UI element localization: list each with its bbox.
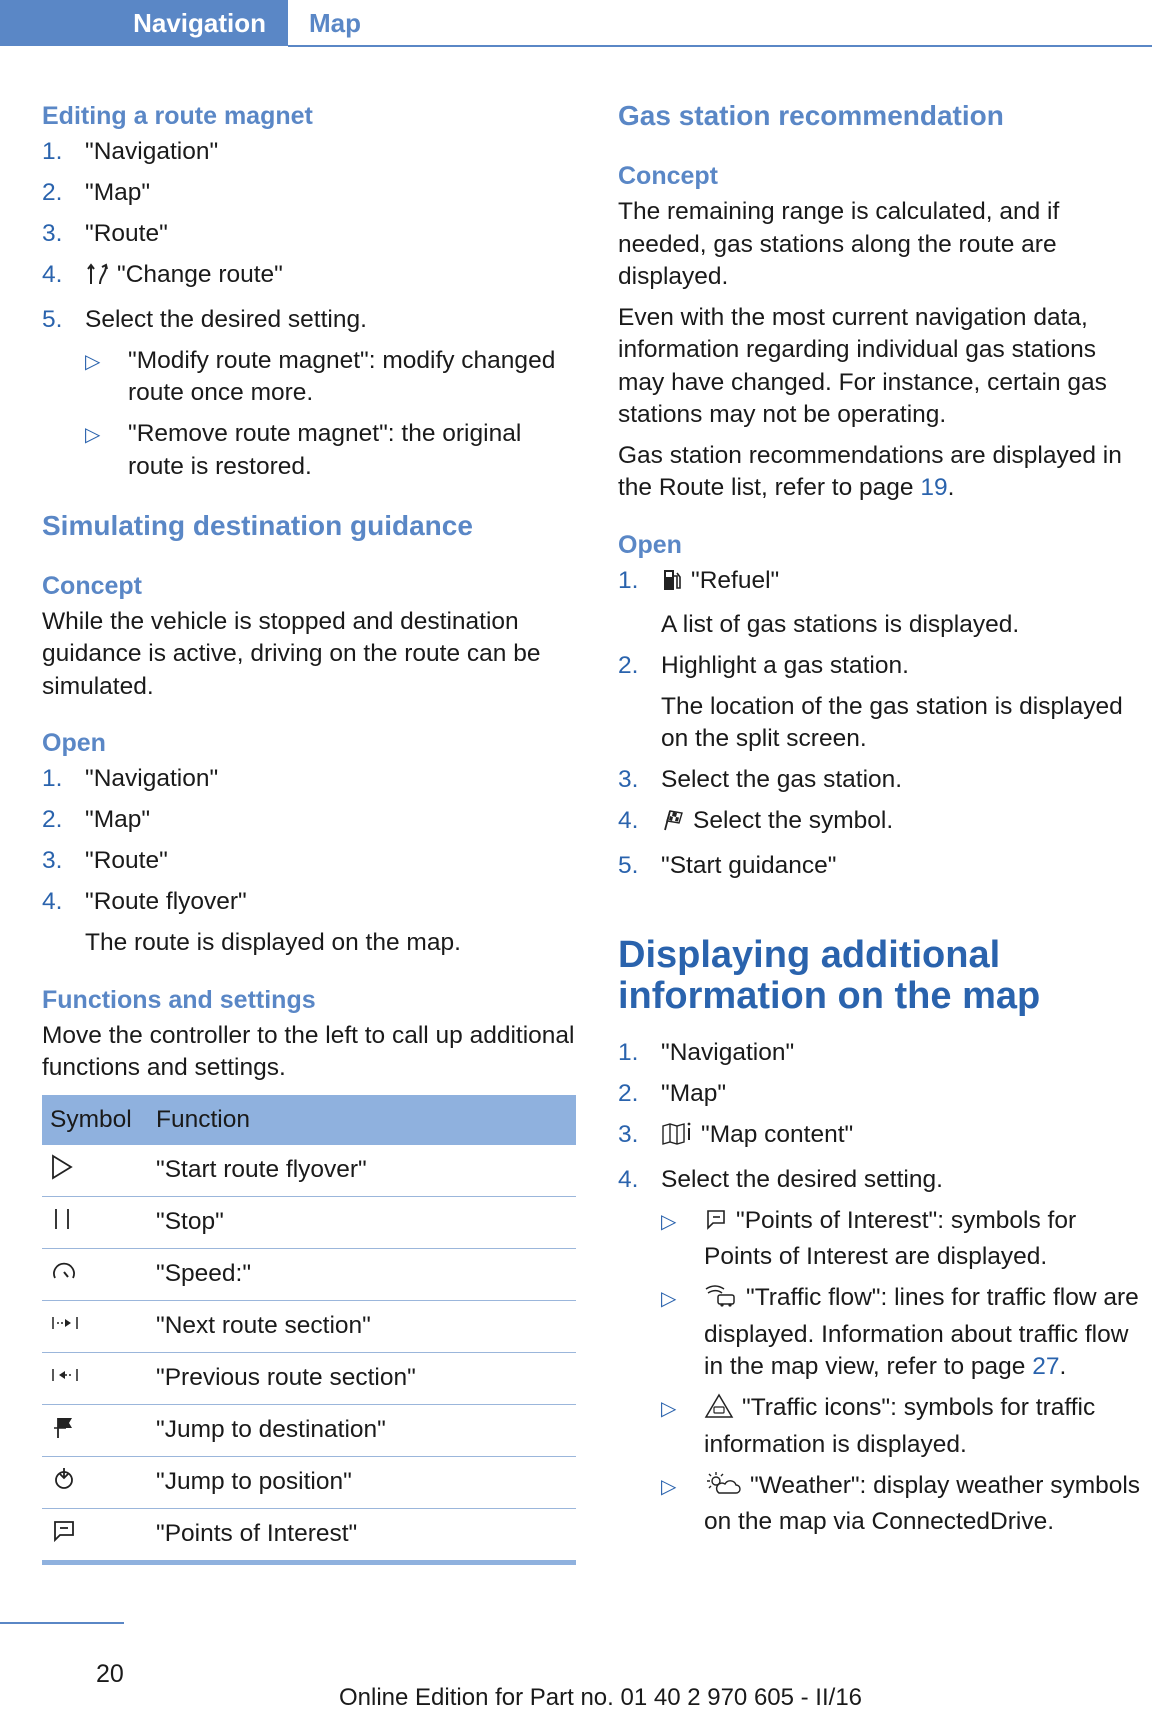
concept-heading: Concept [42, 571, 142, 600]
additional-steps [618, 1037, 1148, 1539]
left-column [42, 96, 576, 1565]
additional-options [661, 1205, 1148, 1539]
list-item: 2. "Map" [42, 806, 151, 833]
bullet-triangle-icon: ▷ [661, 1475, 677, 1498]
list-item: 1. "Navigation" [42, 765, 219, 792]
list-item: 4. "Change route" [42, 259, 576, 296]
table-row: "Start route flyover" [42, 1145, 576, 1197]
bullet-triangle-icon: ▷ [661, 1288, 677, 1310]
gas-concept-p2: Even with the most current navigation data, information regarding individual gas stations may have changed. For instance, certain gas stations may not be operating. [618, 303, 1107, 428]
gas-heading: Gas station recommendation [618, 100, 1004, 131]
list-item: ▷ "Remove route magnet": the original route is restored. [85, 420, 522, 480]
position-icon [50, 1471, 78, 1498]
poi-flag-icon [704, 1208, 728, 1242]
list-item: 3. Select the gas station. [618, 766, 903, 793]
function-column-header: Function [148, 1095, 576, 1145]
right-column [618, 96, 1148, 1547]
table-row: "Previous route section" [42, 1352, 576, 1404]
gas-open-heading: Open [618, 530, 682, 559]
list-item: 4. Select the desired setting. ▷ "Points of Interest": symbols for Points of Interest are displayed. ▷ "Traffic flow": lines for traffic flow are displayed. Information about traffic flow in the map view, refer to page 27. ▷ "Traffic icons": symbols for traffic information is displayed. ▷ "Weather": display weather symbols on the map via ConnectedDrive. [618, 1164, 1148, 1539]
header-rule [288, 45, 1152, 47]
page-link[interactable]: 27 [1032, 1353, 1060, 1380]
traffic-icons-icon [704, 1393, 734, 1429]
concept-text: While the vehicle is stopped and destination guidance is active, driving on the route can be simulated. [42, 607, 541, 700]
symbol-column-header: Symbol [42, 1095, 148, 1145]
bullet-triangle-icon: ▷ [661, 1398, 677, 1420]
editing-steps [42, 136, 576, 483]
checkered-flag-icon [661, 808, 685, 842]
step-note: The route is displayed on the map. [85, 928, 461, 956]
table-row: "Points of Interest" [42, 1508, 576, 1562]
additional-heading: Displaying additional information on the map [618, 934, 1041, 1017]
list-item: 3. "Map content" [618, 1119, 1148, 1156]
traffic-flow-icon [704, 1283, 738, 1319]
table-row: "Next route section" [42, 1300, 576, 1352]
play-icon [50, 1159, 74, 1186]
simulating-heading: Simulating destination guidance [42, 509, 473, 541]
list-item: ▷ "Modify route magnet": modify changed route once more. [85, 346, 556, 406]
list-item: 3. "Route" [42, 220, 168, 247]
change-route-icon [85, 262, 109, 296]
table-header-row [42, 1095, 576, 1145]
map-content-icon [661, 1120, 693, 1156]
page-link[interactable]: 19 [920, 474, 948, 501]
simulating-steps [42, 763, 576, 959]
list-item: 3. "Route" [42, 847, 168, 874]
bullet-triangle-icon: ▷ [661, 1210, 677, 1233]
gas-steps [618, 565, 1148, 883]
next-section-icon [50, 1315, 80, 1342]
list-item: 1. "Navigation" [618, 1039, 795, 1066]
list-item: 4. Select the symbol. [618, 805, 1148, 842]
list-item: 2. "Map" [42, 179, 151, 206]
bullet-triangle-icon: ▷ [85, 424, 101, 446]
footer-rule [0, 1622, 124, 1624]
open-heading: Open [42, 729, 106, 757]
subsection-tab: Map [309, 8, 361, 38]
edition-note: Online Edition for Part no. 01 40 2 970 605 - II/16 [339, 1684, 863, 1711]
list-item: 2. Highlight a gas station. The location of the gas station is displayed on the split screen. [618, 650, 1148, 756]
speedometer-icon [50, 1263, 78, 1290]
weather-icon [704, 1471, 742, 1507]
step-note: The location of the gas station is displayed on the split screen. [661, 692, 1123, 752]
table-row: "Jump to destination" [42, 1404, 576, 1456]
editing-heading: Editing a route magnet [42, 102, 313, 130]
previous-section-icon [50, 1367, 80, 1394]
gas-concept-p1: The remaining range is calculated, and if needed, gas stations along the route are displayed. [618, 198, 1060, 290]
table-row: "Speed:" [42, 1248, 576, 1300]
list-item: 5. "Start guidance" [618, 852, 837, 879]
list-item: ▷ "Weather": display weather symbols on the map via ConnectedDrive. [661, 1471, 1141, 1535]
list-item: 5. Select the desired setting. ▷ "Modify route magnet": modify changed route once more. ▷ "Remove route magnet": the original route is restored. [42, 304, 576, 483]
list-item: ▷ "Traffic icons": symbols for traffic information is displayed. [661, 1394, 1096, 1458]
table-row: "Jump to position" [42, 1456, 576, 1508]
bullet-triangle-icon: ▷ [85, 350, 101, 373]
list-item: 2. "Map" [618, 1080, 727, 1107]
poi-flag-icon [50, 1523, 78, 1550]
list-item: 1. "Refuel" A list of gas stations is displayed. [618, 565, 1148, 642]
section-tab: Navigation [0, 0, 288, 46]
functions-heading: Functions and settings [42, 985, 316, 1014]
step-note: A list of gas stations is displayed. [661, 611, 1020, 638]
table-row: "Stop" [42, 1196, 576, 1248]
gas-concept-p3: Gas station recommendations are displayed in the Route list, refer to page 19. [618, 441, 1122, 501]
gas-concept-heading: Concept [618, 162, 718, 190]
fuel-pump-icon [661, 568, 683, 602]
header-bar [0, 0, 1152, 48]
list-item: 1. "Navigation" [42, 138, 219, 165]
list-item: 4. "Route flyover" The route is displayed on the map. [42, 886, 576, 959]
destination-flag-icon [50, 1419, 78, 1446]
list-item: ▷ "Traffic flow": lines for traffic flow are displayed. Information about traffic flow in the map view, refer to page 27. [661, 1284, 1139, 1380]
editing-options [85, 345, 576, 484]
functions-table [42, 1095, 576, 1565]
functions-text: Move the controller to the left to call up additional functions and settings. [42, 1021, 575, 1081]
pause-icon [50, 1211, 74, 1238]
page-number: 20 [96, 1660, 124, 1688]
list-item: ▷ "Points of Interest": symbols for Points of Interest are displayed. [661, 1206, 1077, 1270]
